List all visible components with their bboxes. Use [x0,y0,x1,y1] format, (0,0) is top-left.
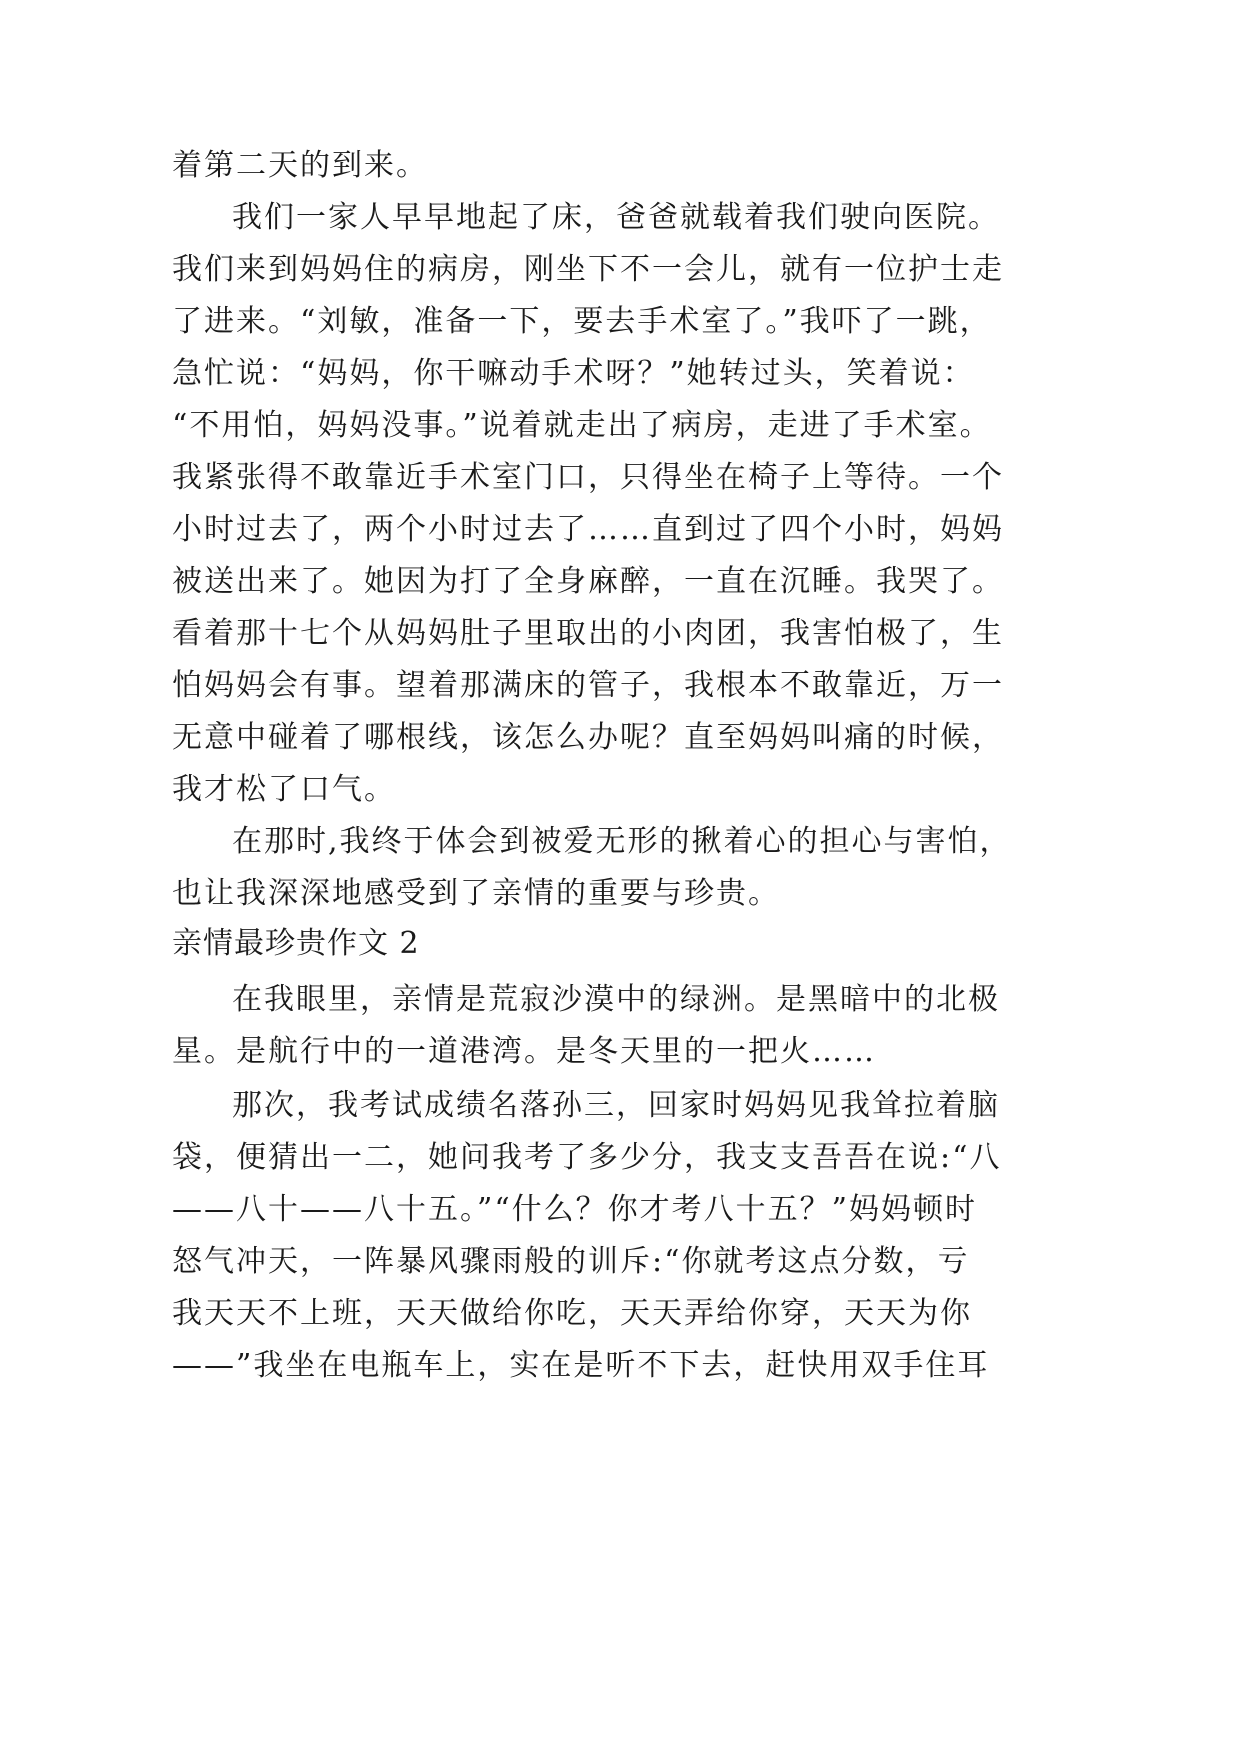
paragraph-first-line: 在那时,我终于体会到被爱无形的揪着心的担心与害怕， [232,824,1012,859]
paragraph-first-line: 那次，我考试成绩名落孙三，回家时妈妈见我耸拉着脑 [232,1088,1000,1123]
text-line: 怕妈妈会有事。望着那满床的管子，我根本不敢靠近，万一 [172,668,1004,703]
paragraph-first-line: 我们一家人早早地起了床，爸爸就载着我们驶向医院。 [232,200,1000,235]
text-line: 我天天不上班，天天做给你吃，天天弄给你穿，天天为你 [172,1296,972,1331]
text-line: 急忙说：“妈妈，你干嘛动手术呀？”她转过头，笑着说： [172,356,975,391]
text-line: 我才松了口气。 [172,772,396,807]
text-line: 了进来。“刘敏，准备一下，要去手术室了。”我吓了一跳， [172,304,992,339]
text-line: 被送出来了。她因为打了全身麻醉，一直在沉睡。我哭了。 [172,564,1004,599]
text-line: 也让我深深地感受到了亲情的重要与珍贵。 [172,876,780,911]
text-line: 着第二天的到来。 [172,148,428,183]
section-heading: 亲情最珍贵作文 2 [172,926,420,961]
text-line: ——八十——八十五。”“什么？你才考八十五？”妈妈顿时 [172,1192,978,1227]
text-line: 袋，便猜出一二，她问我考了多少分，我支支吾吾在说:“八 [172,1140,1002,1175]
text-line: 怒气冲天，一阵暴风骤雨般的训斥:“你就考这点分数，亏 [172,1244,970,1279]
text-line: 我紧张得不敢靠近手术室门口，只得坐在椅子上等待。一个 [172,460,1004,495]
paragraph-first-line: 在我眼里，亲情是荒寂沙漠中的绿洲。是黑暗中的北极 [232,982,1000,1017]
text-line: ——”我坐在电瓶车上，实在是听不下去，赶快用双手住耳 [172,1348,990,1383]
text-line: 看着那十七个从妈妈肚子里取出的小肉团，我害怕极了，生 [172,616,1004,651]
text-line: 无意中碰着了哪根线，该怎么办呢？直至妈妈叫痛的时候， [172,720,1004,755]
text-line: 星。是航行中的一道港湾。是冬天里的一把火…… [172,1034,876,1069]
text-line: “不用怕，妈妈没事。”说着就走出了病房，走进了手术室。 [172,408,992,443]
text-line: 小时过去了，两个小时过去了……直到过了四个小时，妈妈 [172,512,1004,547]
text-line: 我们来到妈妈住的病房，刚坐下不一会儿，就有一位护士走 [172,252,1004,287]
